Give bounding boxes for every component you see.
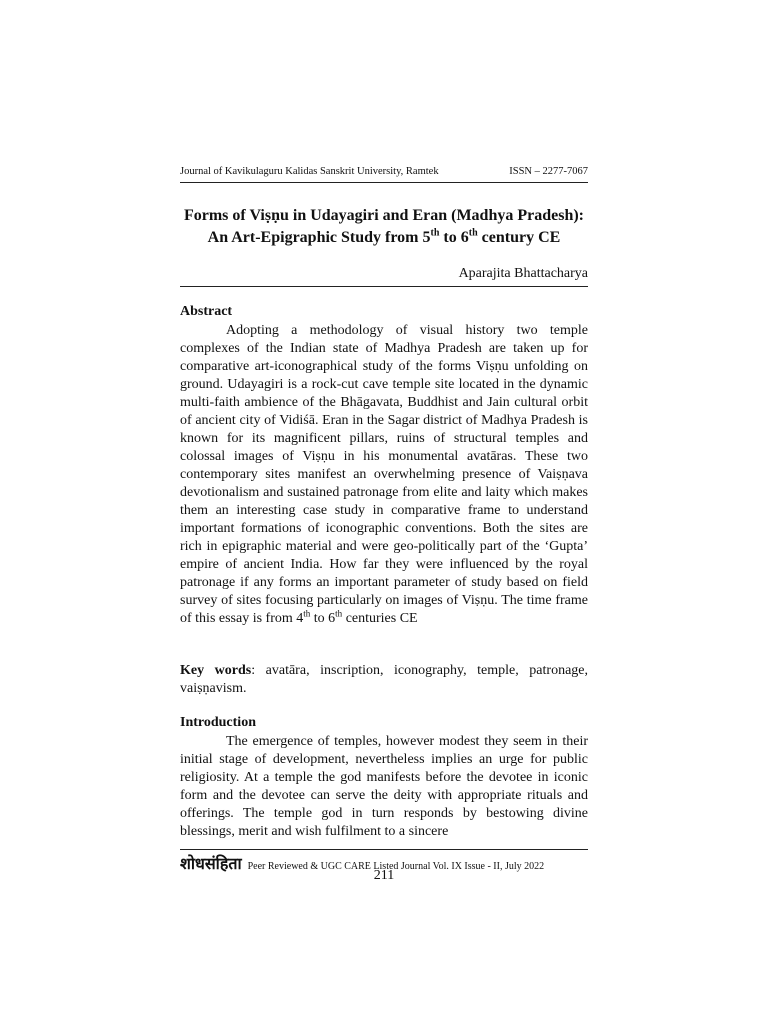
abstract-end: centuries CE bbox=[342, 611, 418, 626]
footer-rule bbox=[180, 849, 588, 850]
paper-page bbox=[180, 0, 588, 1024]
abstract-sup-2: th bbox=[335, 608, 343, 619]
page-number: 211 bbox=[373, 868, 395, 883]
paper-title bbox=[180, 205, 588, 249]
author-rule bbox=[180, 286, 588, 287]
title-text-3: century CE bbox=[477, 229, 561, 246]
introduction-text bbox=[180, 733, 588, 841]
title-text-2: to 6 bbox=[439, 229, 469, 246]
keywords-text: : avatāra, inscription, iconography, temple, patronage, vaiṣṇavism. bbox=[180, 663, 588, 696]
introduction-heading: Introduction bbox=[180, 715, 256, 730]
abstract-sup-1: th bbox=[303, 608, 311, 619]
author-name: Aparajita Bhattacharya bbox=[458, 266, 588, 281]
keywords-label: Key words bbox=[180, 663, 252, 678]
running-header bbox=[180, 166, 588, 177]
abstract-heading: Abstract bbox=[180, 304, 233, 319]
journal-name: Journal of Kavikulaguru Kalidas Sanskrit University, Ramtek bbox=[180, 166, 439, 177]
issn: ISSN – 2277-7067 bbox=[509, 166, 588, 177]
abstract-mid: to 6 bbox=[310, 611, 336, 626]
keywords bbox=[180, 662, 588, 698]
header-rule bbox=[180, 182, 588, 183]
footer-text: Peer Reviewed & UGC CARE Listed Journal Vol. IX Issue - II, July 2022 bbox=[247, 861, 545, 872]
title-sup-2: th bbox=[468, 227, 478, 239]
journal-brand: शोधसंहिता bbox=[180, 854, 242, 873]
title-text-1: Forms of Viṣṇu in Udayagiri and Eran (Madhya Pradesh): An Art-Epigraphic Study from 5 bbox=[183, 207, 585, 246]
title-sup-1: th bbox=[430, 227, 440, 239]
abstract-body: Adopting a methodology of visual history two temple complexes of the Indian state of Madhya Pradesh are taken up for comparative art-iconographical study of the forms Viṣṇu unfolding on ground. Udayagiri is a rock-cut cave temple site located in the dynamic multi-faith ambience of the Bhāgavata, Buddhist and Jain cultural orbit of ancient city of Vidiśā. Eran in the Sagar district of Madhya Pradesh is known for its magnificent pillars, ruins of structural temples and colossal images of Viṣṇu in his monumental avatāras. These two contemporary sites manifest an overwhelming presence of Vaiṣṇava devotionalism and sustained patronage from elite and laity which makes them an interesting case study in comparative frame to understand important formations of iconographic conventions. Both the sites are rich in epigraphic material and were geo-politically part of the ‘Gupta’ empire of ancient India. How far they were influenced by the royal patronage if any forms an important parameter of study based on field survey of sites focusing particularly on images of Viṣṇu. The time frame of this essay is from 4 bbox=[180, 323, 588, 626]
abstract-text bbox=[180, 322, 588, 628]
introduction-body: The emergence of temples, however modest they seem in their initial stage of development, nevertheless implies an urge for public religiosity. At a temple the god manifests before the devotee in iconic form and the devotee can serve the deity with appropriate rituals and offerings. The temple god in turn responds by bestowing divine blessings, merit and wish fulfilment to a sincere bbox=[180, 734, 588, 839]
